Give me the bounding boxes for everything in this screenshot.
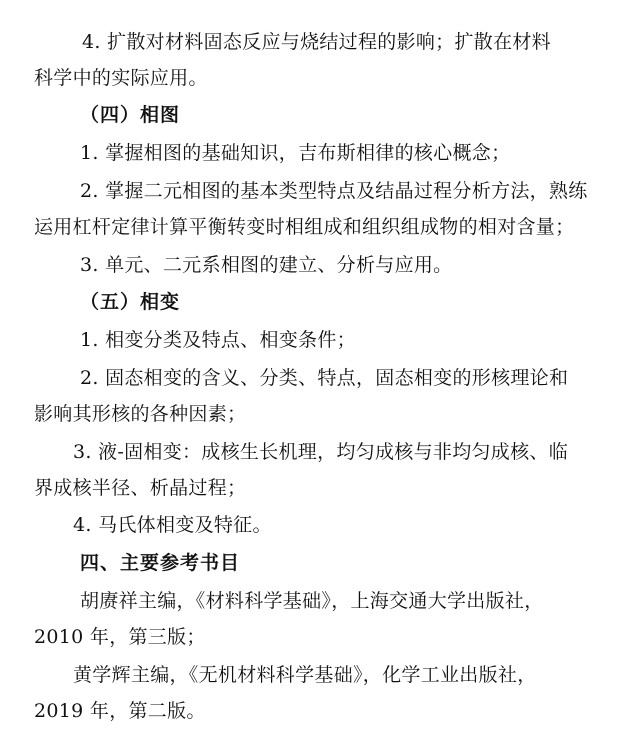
diffusion-item-4-line1: 4. 扩散对材料固态反应与烧结过程的影响；扩散在材料	[82, 31, 551, 53]
phase-transformation-item-2-line2: 影响其形核的各种因素；	[34, 403, 247, 425]
phase-transformation-item-4: 4. 马氏体相变及特征。	[73, 514, 272, 536]
phase-diagram-item-1: 1. 掌握相图的基础知识，吉布斯相律的核心概念；	[80, 142, 511, 164]
section-heading-phase-diagram: （四）相图	[80, 104, 181, 126]
reference-1-line1: 胡赓祥主编，《材料科学基础》，上海交通大学出版社，	[80, 590, 544, 612]
reference-2-line1: 黄学辉主编，《无机材料科学基础》，化学工业出版社，	[73, 664, 537, 686]
phase-diagram-item-2-line2: 运用杠杆定律计算平衡转变时相组成和组织组成物的相对含量；	[34, 216, 575, 238]
section-heading-phase-transformation: （五）相变	[80, 291, 181, 313]
phase-transformation-item-3-line1: 3. 液-固相变：成核生长机理，均匀成核与非均匀成核、临	[73, 441, 568, 463]
phase-transformation-item-2-line1: 2. 固态相变的含义、分类、特点，固态相变的形核理论和	[80, 367, 569, 389]
phase-transformation-item-1: 1. 相变分类及特点、相变条件；	[80, 329, 356, 351]
reference-1-line2: 2010 年，第三版；	[34, 626, 206, 648]
phase-diagram-item-2-line1: 2. 掌握二元相图的基本类型特点及结晶过程分析方法，熟练	[80, 180, 588, 202]
phase-diagram-item-3: 3. 单元、二元系相图的建立、分析与应用。	[80, 254, 453, 276]
reference-2-line2: 2019 年，第二版。	[34, 700, 206, 722]
diffusion-item-4-line2: 科学中的实际应用。	[34, 67, 208, 89]
section-heading-references: 四、主要参考书目	[80, 552, 241, 574]
phase-transformation-item-3-line2: 界成核半径、析晶过程；	[34, 477, 247, 499]
